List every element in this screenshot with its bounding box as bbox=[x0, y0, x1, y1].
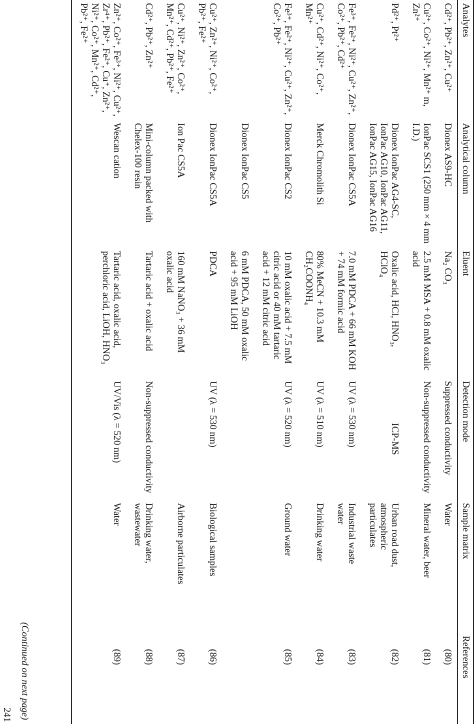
cell-analytical-column: Ion Pac CS5A bbox=[175, 123, 186, 178]
cell-analytes: Cu²⁺, Cd²⁺, Ni²⁺, Co²⁺, Mn²⁺ bbox=[303, 3, 325, 95]
header-references: References bbox=[458, 590, 474, 724]
cell-detection-mode: UV (λ = 530 nm) bbox=[346, 381, 357, 448]
cell-analytes: Cu²⁺, Co²⁺, Ni²⁺, Mn²⁺ m, Zn²⁺ bbox=[410, 3, 432, 107]
table-body bbox=[72, 0, 458, 724]
table-header-row bbox=[458, 0, 474, 724]
cell-analytical-column: Dionex IonPac CS5A bbox=[346, 123, 357, 207]
cell-sample-matrix: Airborne particulates bbox=[175, 503, 186, 585]
header-analytes: Analytes bbox=[458, 0, 474, 120]
cell-reference: (89) bbox=[72, 590, 127, 724]
cell-analytical-column: Dionex IonPac CS2 bbox=[282, 123, 293, 200]
cell-analytical-column: Dionex IonPac AG4-SC, IonPac AG10, IonPac AG11, IonPac AG15, IonPac AG16 bbox=[367, 123, 400, 234]
cell-eluent: 160 mM NaNO₃ + 36 mM oxalic acid bbox=[164, 251, 186, 353]
cell-reference: (81) bbox=[421, 649, 432, 665]
cell-detection-mode: Non-suppressed conductivity bbox=[143, 381, 154, 494]
cell-reference: (88) bbox=[143, 649, 154, 665]
cell-analytical-column: Dionex IonPac CS5A bbox=[207, 123, 218, 207]
cell-analytes: Cd²⁺, Pb²⁺, Zn²⁺, Cu²⁺ bbox=[442, 3, 453, 93]
table-row bbox=[254, 0, 297, 724]
cell-eluent: PDCA bbox=[207, 251, 218, 277]
table-row bbox=[404, 0, 436, 724]
cell-detection-mode bbox=[158, 378, 190, 500]
cell-sample-matrix: Mineral water, beer bbox=[421, 503, 432, 578]
cell-reference: (83) bbox=[346, 649, 357, 665]
cell-sample-matrix: Drinking water, wastewater bbox=[132, 503, 154, 564]
header-eluent: Eluent bbox=[458, 248, 474, 378]
cell-eluent: Tartaric acid, oxalic acid, perchloric acid, LiOH, HNO₃ bbox=[72, 248, 127, 378]
continued-note: (Continued on next page) bbox=[19, 622, 30, 720]
cell-analytes: Pd²⁺, Pt²⁺ bbox=[389, 3, 400, 42]
cell-analytes: Fe³⁺, Fe²⁺, Ni²⁺, Cu²⁺, Zn²⁺, Co²⁺, Pb²⁺, Cd²⁺ bbox=[335, 3, 357, 115]
table-row bbox=[72, 0, 127, 724]
header-sample-matrix: Sample matrix bbox=[458, 500, 474, 590]
cell-analytical-column: Mini-column packed with Chelex-100 resin bbox=[132, 123, 154, 223]
cell-eluent: Oxalic acid, HCl, HNO₃, HClO₄ bbox=[378, 251, 400, 348]
cell-analytes: Zn²⁺, Co²⁺, Fe³⁺, Ni²⁺, Cu²⁺, Zr⁴⁺, Pb²⁺, Fe²⁺, Cu⁺, Zn²⁺, Ni²⁺, Co²⁺, Mn²⁺, Cd²⁺, Pb²⁺, Fe²⁺ bbox=[72, 0, 127, 120]
cell-sample-matrix: Water bbox=[72, 500, 127, 590]
cell-detection-mode: Non-suppressed conductivity bbox=[421, 381, 432, 494]
table-row bbox=[190, 0, 222, 724]
table-row bbox=[436, 0, 458, 724]
cell-reference: (84) bbox=[314, 649, 325, 665]
cell-reference: (80) bbox=[442, 649, 453, 665]
cell-sample-matrix: Ground water bbox=[282, 503, 293, 557]
cell-eluent: 7.0 mM PDCA + 66 mM KOH + 74 mM formic acid bbox=[335, 251, 357, 371]
cell-detection-mode bbox=[222, 378, 254, 500]
cell-sample-matrix: Drinking water bbox=[314, 503, 325, 562]
cell-reference: (87) bbox=[175, 649, 186, 665]
cell-eluent: 6 mM PDCA, 50 mM oxalic acid + 95 mM LiOH bbox=[228, 251, 250, 361]
cell-sample-matrix: Industrial waste water bbox=[335, 503, 357, 565]
cell-analytical-column: IonPac SCS1 (250 mm × 4 mm I.D.) bbox=[410, 123, 432, 244]
cell-eluent: 10 mM oxalic acid + 7.5 mM citric acid or 40 mM tartaric acid + 12 mM citric acid bbox=[260, 251, 293, 364]
cell-eluent: Na₂ CO₃ bbox=[442, 251, 453, 285]
cell-reference: (85) bbox=[282, 649, 293, 665]
table-row bbox=[329, 0, 361, 724]
table-row bbox=[297, 0, 329, 724]
cell-analytes: Cd²⁺, Pb²⁺, Zn²⁺ bbox=[143, 3, 154, 69]
header-analytical-column: Analytical column bbox=[458, 120, 474, 248]
cell-reference: (86) bbox=[207, 649, 218, 665]
cell-detection-mode: ICP-MS bbox=[389, 423, 400, 455]
cell-analytical-column: Wescan cation bbox=[72, 120, 127, 248]
cell-analytical-column: Dionex IonPac CS5 bbox=[239, 123, 250, 200]
data-table bbox=[71, 0, 474, 724]
cell-detection-mode: UV (λ = 510 nm) bbox=[314, 381, 325, 448]
table-row bbox=[222, 0, 254, 724]
cell-eluent: 2.5 mM MSA + 0.8 mM oxalic acid bbox=[410, 251, 432, 371]
table-row bbox=[158, 0, 190, 724]
cell-eluent: Tartaric acid + oxalic acid bbox=[143, 251, 154, 352]
cell-sample-matrix: Biological samples bbox=[207, 503, 218, 577]
cell-analytes: Fe³⁺, Fe²⁺, Ni²⁺, Cu²⁺, Zn²⁺, Co²⁺, Pb²⁺ bbox=[271, 3, 293, 115]
cell-sample-matrix: Water bbox=[442, 503, 453, 526]
table-row bbox=[126, 0, 158, 724]
cell-sample-matrix bbox=[222, 500, 254, 590]
cell-detection-mode: Suppressed conductivity bbox=[442, 381, 453, 476]
cell-detection-mode: UV/Vis (λ = 520 nm) bbox=[72, 378, 127, 500]
header-detection-mode: Detection mode bbox=[458, 378, 474, 500]
cell-reference bbox=[222, 590, 254, 724]
cell-analytes bbox=[222, 0, 254, 120]
cell-sample-matrix: Urban road dust, atmospheric particulates bbox=[367, 503, 400, 568]
cell-detection-mode: UV (λ = 530 nm) bbox=[207, 381, 218, 448]
cell-detection-mode: UV (λ = 520 nm) bbox=[282, 381, 293, 448]
cell-eluent: 80% MeCN + 10.3 mM CH₂COONH₄ bbox=[303, 251, 325, 343]
cell-analytes: Cu²⁺, Ni²⁺, Zn²⁺, Co²⁺, Mn²⁺, Cd²⁺, Pb²⁺, Fe²⁺ bbox=[164, 3, 186, 95]
cell-analytical-column: Merck Chromolith Si bbox=[314, 123, 325, 206]
cell-analytical-column: Dionex AS9-HC bbox=[442, 123, 453, 187]
cell-analytes: Cu²⁺, Zn²⁺, Ni²⁺, Co²⁺, Pb²⁺, Fe²⁺ bbox=[196, 3, 218, 95]
table-row bbox=[361, 0, 404, 724]
page-number: 241 bbox=[1, 707, 12, 722]
cell-reference: (82) bbox=[389, 649, 400, 665]
